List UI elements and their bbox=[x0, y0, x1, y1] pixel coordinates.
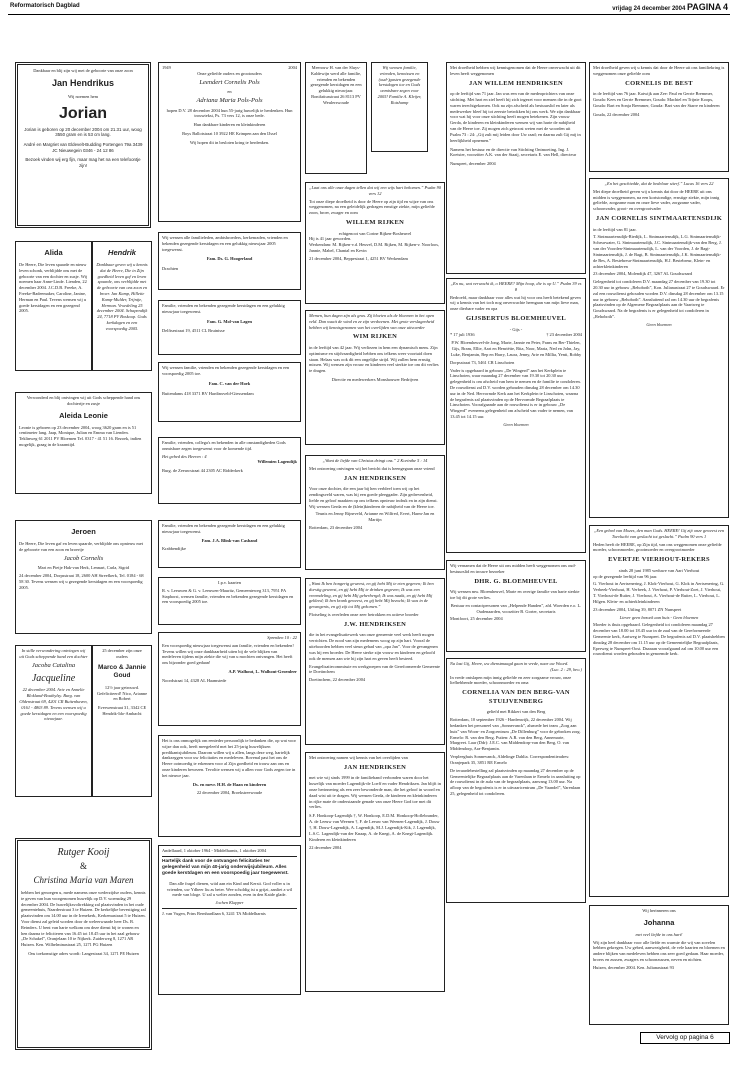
ad-obituary-jan-cornelis-sintmaartensdijk: „En het geschiedde, dat de bedelaar stierf.” Lucas 16 vers 22 Met diepe droefheid geven wij u kennis dat door de HEERE uit ons midden is weggenomen, na een kortstondige, ernstige ziekte, mijn innig geliefde, zorgzame man en onze lieve vader, zorgzame vader, schoonvader, groot- en overgrootvader JAN CORNELIS SINTMAARTENSDIJK in de leeftijd van 81 jaar. T. Sintmaartensdijk-Riedijk, L. Sintmaartensdijk, L.G. Sintmaartensdijk-Scheurwater, G. Sintmaartensdijk, J.C. Sintmaartensdijk-van den Berg, J. van der Voorden-Sintmaartensdijk, L. van der Voorden, J. de Bagt-Sintmaartensdijk, J. de Bagt, B. Sintmaartensdijk, J.K. Sintmaartensdijk-de Bes, A. Bestebreur-Sintmaartensdijk, H.J. Bestebreur, Klein- en achterkleinkinderen 23 december 2004, Molendijk 47, 3267 AL Goudswaard Gelegenheid tot condoleren D.V. maandag 27 december van 19.30 tot 20.30 uur in gebouw „Rehoboth”, Kon. Julianastraat 27 te Goudswaard. Er zal een rouwdienst gehouden worden D.V. dinsdag 28 december om 13.15 uur in gebouw „Rehoboth”. Aansluitend zal om 14.30 uur de begrafenis plaatsvinden op de Algemene Begraafplaats aan de Vaartweg te Goudswaard. Na de begrafenis is er gelegenheid tot condoleren in „Rehoboth”. Geen bloemen bbox=[589, 178, 729, 518]
ad-obituary-cornelia-van-den-berg: Na last Gij, Heere, uw dienstmaagd gaan in vrede, naar uw Woord. (Luc. 2 : 29, beo.) In vrede ontslapen mijn innig geliefde en zeer zorgzame vrouw, onze liefhebbende moeder, schoonmoeder en oma CORNELIA VAN DEN BERG-VAN STUIJVENBERG geliefd met Rikkert van den Berg Rotterdam, 10 september 1926 - Hardenwijk, 22 december 2004. Wij bedanken het personeel van „Sonnevanck”, alsmede het team „Zorg aan huis” van Woon- en Zorgcentrum „De Dillenburg” voor de gebroken zorg. Ermelo: R. van den Berg. Putten: A.R. van den Berg, Annemarie, Margreet. Laar (Ddr): J.E.C. van Middendorp-van den Berg, O. van Middendorp, Ara-Benjamin. Verpleeghuis Sonnevanck, Aldelinge Dahlia. Correspondentieadres: Oranjepark 35, 3851 RE Ermelo De teraardebestelling zal plaatsvinden op maandag 27 december op de Gemeentelijke Begraafplaats aan de Varenlaan te Ermelo in aansluiting op de rouwdienst in de aula van de begraafplaats, aanvang 13.00 uur. Na afloop van de begrafenis is er in uitvaartcentrum „De Vaandel”, Varenlaan 25, gelegenheid tot condoleren. bbox=[446, 658, 586, 903]
ad-anniversary-goud: 25 december zijn onze ouders Marco & Jannie Goud 12½ jaar getrouwd. Gefeliciteerd! Nico, Arianne en Robert Everwenstraat 31, 3342 CE Hendrik-Ido-Ambacht bbox=[92, 645, 152, 797]
ad-obituary-jw-hendriksen-doetinchem: „Want Ik ben hongerig geweest, en gij hebt Mij te eten gegeven; Ik ben dorstig geweest, en gij hebt Mij te drinken gegeven; Ik was een vreemdeling, en gij hebt Mij geherbergd; Ik was naakt, en gij hebt Mij gekleed; Ik ben krank geweest, en gij hebt Mij bezocht; Ik was in de gevangenis, en gij zijt tot Mij gekomen.” Plotseling is overleden onze zeer betrokken en actieve broeder J.W. HENDRIKSEN die in het evangelisatiewerk van onze gemeente veel werk heeft mogen verrichten. De nood van zijn medemens woog op zijn hart. Vooral de uiteboorden hebben veel steun gehad van „opa Jan”. Voor de gevangenen was hij een broeder. De Heere sterke zijn vrouw en kinderen en geloofd ook de mensen aan wie hij zijn hart en geven heeft besteed. Evangelisatiecommissie en werkgroepen van de Gereformeerde Gemeente te Doetinchem Doetinchem, 22 december 2004 bbox=[305, 578, 445, 745]
ad-birth-jorian: Dankbaar en blij zijn wij met de geboorte van onze zoon Jan Hendrikus Wij noemen hem Jorian Jorian is geboren op 20 december 2004 om 21.31 uur, woog 3550 gram en is 53 cm lang. André en Margriet van Eldevelt-Budding Portengen 79a 3439 JC Nieuwegein 0346 - 24 12 86 Bezoek vinden wij erg fijn, maar mag het na een telefoontje zijn! bbox=[15, 62, 151, 228]
ad-thanks-walhout: Sprenken 10 : 22 Een voorspoedig nieuwjaar toegewenst aan familie, vrienden en bekenden! Tevens willen wij onze dankbaarheid uiten bij de vele blijken van medeleven tijdens mijn ziekte die wij van u mochten ontvangen. Het heeft ons bijzonder goed gedaan! A.P. Walhout, L. Walhout-Groenleer Noordstraat 14, 4328 AL Haamstede bbox=[158, 632, 301, 726]
ad-obituary-cornelis-de-best: Met droefheid geven wij u kennis dat door de Heere uit ons familiekring is weggenomen onze geliefde oom CORNELIS DE BEST in de leeftijd van 76 jaar. Katwijk aan Zee: Paul en Gerrie Bremmer, Gouda: Kees en Gerrie Bremmer, Gouda: Machiel en Trijnie Koops, Gouda: Bart en Sonja Bremmer, Gouda: Bart van der Starre en kinderen Gouda, 22 december 2004 bbox=[589, 62, 729, 172]
newspaper-name: Reformatorisch Dagblad bbox=[10, 3, 80, 9]
ad-jubilee-pols: 1949 2004 Onze geliefde ouders en grootouders Leendert Cornelis Pols en Adriana Maria Pols-Pols hopen D.V. 28 december 2004 hun 55-jarig huwelijk te herdenken. Hun trouwtekst, Ps. 73 vers 12, is onze bede. Hun dankbare kinderen en kleinkinderen Boys Ballotstraat 10 3922 HE Krimpen aan den IJssel Wij hopen dit in besloten kring te herdenken. bbox=[158, 62, 301, 222]
page-date: vrijdag 24 december 2004 PAGINA 4 bbox=[612, 2, 728, 12]
header-rule bbox=[8, 14, 730, 15]
ad-obituary-wim-rijken: Memen, hun dagen zijn als gras. Zij bloeien als de bloemen in het open veld. Dan waait de wind en ze zijn verdwenen. Met grote verslagenheid hebben wij kennisgenomen van het overlijden van onze uitvoerder WIM RIJKEN in de leeftijd van 42 jaar. Wij verliezen in hem een dynamisch mens. Zijn optimisme en stijdvaardigheid hebben ons telkens weer voortuid doen staan. Helaas was ook dit een ongelijke strijd. Wij zullen hem ernstig missen. Wij wensen zijn vrouw en kinderen veel sterkte toe om dit verlies te dragen. Directie en medewerkers Monshouwer Bedrijven bbox=[305, 310, 445, 445]
ad-birth-aleida-leonie: Verwonderd en blij ontvingen wij uit Gods scheppende hand ons dochtertje en zusje Aleida Leonie Leonie is geboren op 23 december 2004, woog 3620 gram en is 51 centimeter lang. Jaap, Monique, Julian en Emma van Lienden. Teklinweg 61 2011 PV Bloemen Tel. 0317 - 41 51 16. Bezoek, indien mogelijk, graag in de kraamtijd. bbox=[15, 392, 152, 494]
ad-greeting-van-leeuwen: I.p.v. kaarten R. v. Leeuwen & G. v. Leeuwen-Mauritz, Gemeenteweg 313, 7951 PA Staphorst, wensen familie, vrienden en bekenden gezegende kerstdagen en een voorspoedig 2005 toe. bbox=[158, 577, 301, 625]
ad-obituary-jan-hendriksen-lagendijk: Met ontroering namen wij kennis van het overlijden van JAN HENDRIKSEN met wie wij sinds 1999 in de familieband verbonden waren door het huwelijk van moeder Lagendijk-de Loeff en vader Hendriksen. Jan blijft in onze herinnering als een zeer bewonderde man, die het geloof in woord en daad wist uit te dragen. Wij wensen Gerda, de kinderen en kleinkinderen in rijke mate de onderstaande genade van onze Heere God toe met dit verlies. S.F. Honkoop-Lagendijk †, W. Honkoop, E.D.M. Honkoop-Hoflebrander, A. de Leeuw van Weenen †, F. de Leeuw van Weenen-Lagendijk, J. Douw †, H. Douw-Lagendijk, A. Lagendijk, M.J. Lagendijk-Kik, J. Lagendijk, L.S.C. Lagendijk-van der Knaap, A. de Knegt, A. de Knegt-Lagendijk. Kinderen en kleinkinderen 22 december 2004 bbox=[305, 752, 445, 992]
ad-obituary-willem-rijken: „Laat ons alle onze dagen tellen dat wij een wijs hart bekomen.” Psalm 90 vers 12 Tot onze diepe droefheid is door de Heere op zijn tijd en wijze van ons weggenomen, na een geleidelijk gedragen ernstige ziekte, mijn geliefde zoon, broer, zwager en oom WILLEM RIJKEN echtgenoot van Corine Rijken-Bosheuvel Hij is 41 jaar geworden. Werkendam: M. Rijken-v.d. Heuvel, D.M. Rijken, M. Rijken-v. Noorloos, Jannie, Mabel, Chantal en Kevin 21 december 2004, Beppestraat 1, 4251 BV Werkendam bbox=[305, 182, 445, 304]
ad-obituary-jan-hendriksen-rijneveld: „Want de liefde van Christus dringt ons.” 2 Korinthe 5 : 14 Met ontroering ontvingen wij het bericht dat is heengegaan onze vriend JAN HENDRIKSEN Voor onze dochter, die een jaar bij hen verbleef toen wij op het zendingsveld waren, was hij een goede pleeggader. Zijn gedrevenheid, liefde en geloof maakten op ons telkens opnieuw indruk en in zijn dienst. Wij wensen Gerda en de (klein)kinderen de nabijheid van de Heere toe. Teunis en Jenny Rijneveld, Arianne en Wilfred, Evert, Harm-Jan en Martijn Rotterdam, 23 december 2004 bbox=[305, 455, 445, 570]
ad-jubilee-thanks-van-vugen: Andellaard, 1 oktober 1964 - Middelharnis, 1 oktober 2004 Hartelijk dank voor de ontvangen felicitaties ter gelegenheid van mijn 40-jarig onderwijsjubileum. Alles goede kerstdagen en een voorspoedig jaar toegewenst. Dan alle fragel dienen, wiid aan ein Kind and Kersti. God voller u in vrienden, uw Ydheer liu as beter. Wee scholdig ist u grijzi, aanliet a wil mede van bloge. U zal u welter zonden, even in den Kaide glade. Jochen Klapper J. van Vugen, Prins Bernhardlaan 6, 3241 TA Middelharnis bbox=[158, 845, 301, 995]
ad-birth-alida: Alida De Heere, Die leven spaarde en nieuw leven schonk, verblijdde ons met de geboorte van een dochter en zusje. Wij noemen haar Anne-Linde. Lienden, 22 december 2004. J.C.D.B. Freeke, A. Freeke-Badeemaker, Caroline, Janine, Herman en Paul. Tevens wensen wij u goede kerstdagen en een gezegend 2005. bbox=[15, 241, 92, 371]
ad-greeting-mol: Familie, vrienden en bekenden gezegende kerstdagen en een gelukkig nieuwjaar toegewenst. Fam. G. Mol-van Lagen Delftsestraat 19, 4511 CL Bruinisse bbox=[158, 300, 301, 355]
ad-birth-jacqueline: In stille verwondering ontvingen wij uit Gods scheppende hand een dochter Jacoba Catalina Jacqueline 22 december 2004. Arie en Annelie Blokland-Bouthylsy. Burg. van Oldenstraat 69, 4201 CR Buitenhaven, 0161 - 4803 89. Tevens wensen wij u goede kerstdagen en een voorspoedig nieuwjaar. bbox=[15, 645, 92, 797]
continued-on-page-6: Vervolg op pagina 6 bbox=[640, 1032, 730, 1044]
ad-birth-jeroen: Jeroen De Heere, Die leven gaf en leven spaarde, verblijdde ons opnieuw met de geboorte van een zoon en broertje Jacob Cornelis Mari en Pietje Hak-van Herk, Lennart, Carla, Sigrid 24 december 2004, Dorpsstraat 18, 2600 AH Streefkerk, Tel. 0184 - 68 58 30. Tevens wensen wij u gezegende kerstdagen en een voorspoedig 2005. bbox=[15, 520, 152, 634]
ad-memorial-johanna: Wij herinneren ons Johanna met veel liefde in ons hart! Wij zijn heel dankbaar voor alle liefde en warmte die wij van zovelen hebben gekregen. Uw gebed, aanwezigheid, de vele kaarten en bloemen en andere blijken van medeleven hebben ons zeer goed gedaan. Haar moeder, broers en zussen, zwagers en schoonzussen, neven en nichten. Huizen, december 2004. Ken. Julianastraat 93 bbox=[589, 905, 729, 1025]
ad-thanks-de-haan: Het is ons onmogelijk om eenieder persoonlijk te bedanken die, op wat voor wijze dan ook, heeft meegeleefd met het 25-jarig huwelijksen predikantsjubileum. Daarom willen wij u allen, langs deze weg, hartelijk dankzeggen voor uw felicitaties en medeleven. Bovenal past het ons de Heere ootmoedig te erkennen voor al Zijn goedheid en trouw aan ons en onze kinderen bewezen. Tevoltte wensen wij u allen voor Gods zegen toe in het nieuwe jaar. Ds. en mevr. H.H. de Haan en kinderen 22 december 2004, Broekstreewoude bbox=[158, 735, 301, 837]
ad-birth-hendrik: Hendrik Dankbaar geven wij u kennis dat de Heere, Die in Zijn goedheid leven gaf en leven spaarde, ons verblijdde met de geboorte van ons zoon en broer. Jan Kamp, Hilletie Kamp-Mulder, Trijntje, Herman. Vroedeling 25 december 2004. Schapendijk 24, 7718 PV Boskoop. Gods kerkdagen en een voorspoedig 2005. bbox=[92, 241, 152, 371]
ad-obituary-gijsbertus-bloemheuvel: „En nu, wat verwacht ik, o HEERE? Mijn hoop, die is op U.” Psalm 39 vs 8 Bedroefd, maar dankbaar voor alles wat hij voor ons heeft betekend geven wij u kennis van het toch nog onverwachte heengaan van mijn lieve man, onze dierbare vader en opa GIJSBERTUS BLOEMHEUVEL - Gijs - * 17 juli 1936 † 23 december 2004 P.W. Bloemheuvel-de Jong, Marie, Jannie en Peter, Frans en Ber-Thielen, Gijs, Bram, Ellie, Aart en Henriëtte, Rita, Noor, Maria, Ned en John, Jay, Luke, Benjamin, Bep en Harry, Laura, Jenny, Arie en Millia, Yenti, Robby Dorpsstraat 73, 5461 CR Linschoten Vader is opgebaard in gebouw „De Wingerd” aan het Kerkplein te Linschoten, waar maandag 27 december van 19.30 tot 20.30 uur gelegenheid is om afscheid van hem te nemen en de familie te condoleren. De rouwdienst zal D.V. worden gehouden dinsdag 28 december om 14.30 uur in de Ned. Hervormde Kerk aan het Kerkplein te Linschoten, waarna de begrafenis zal plaatsvinden op de Hervormde Begraafplaats te Linschoten. Voorafgaande aan de rouwdienst is er in gebouw „De Wingerd” eveneens gelegenheid om afscheid van vader te nemen, van 13.45 tot 14.15 uur. Geen bloemen bbox=[446, 278, 586, 553]
ad-greeting-lagendijk: Familie, vrienden, collega's en bekenden in alle omstandigheden Gods onmisbare zegen toegewenst voor de komende tijd. Het gebed des Heeren : 4 Willemien Lagendijk Burg. de Zeeuwstraat 44 2305 AC Ridderkerk bbox=[158, 437, 301, 504]
ad-marriage-kooij-van-maren: Rutger Kooij & Christina Maria van Maren hebben het genoegen u, mede namens onze wederzijdse ouders, kennis te geven van hun voorgenomen huwelijk op D.V. woensdag 29 december 2004. De huwelijksvoltrekking zal plaatsvinden in het oude gemeentehuis, Naarderstraat 3 te Huizen. De kerkelijke bevestiging zal plaatsvinden om 14.00 uur in de Irenekerk, Kerkemastraat 5 te Huizen. Voor dienst zal geleid worden door de weleerwaarde heer Ds. B. Reinders. U bent van harte welkom om deze dienst bij te wonen en hen daarna te feliciteren van 16.45 tot 18.45 uur in het zaal gebouw „De Schakel”, Oranjelaan 10 te Nijkerk. Zuiderweg 8, 1271 AR Huizen. Ken. Wilhelminastraat 25, 1271 PG Huizen Ons toekomstige adres wordt: Langestraat 34, 1271 PE Huizen bbox=[15, 838, 152, 1050]
ad-greeting-kleijer: Wij wensen familie, vrienden, kennissen en (oud-)gasten gezegende kerstdagen toe en Gods onmisbare zegen voor 2005! Familie A. Kleijer, Rotshamp bbox=[371, 62, 428, 152]
page-header bbox=[0, 0, 738, 14]
ad-greeting-van-der-hoek: Wij wensen familie, vrienden en bekenden gezegende kerstdagen en een voorspoedig 2005 toe. Fam. C. van der Hoek Buitendams 418 3371 BV Hardinxveld-Giessendam bbox=[158, 362, 301, 422]
ad-obituary-jan-willem-hendriksen-stichting: Met droefheid hebben wij kennisgenomen dat de Heere onverwacht uit dit leven heeft weggenomen JAN WILLEM HENDRIKSEN op de leeftijd van 71 jaar. Jan was een van de medeoprichters van onze stichting. Met hart en ziel heeft hij zich ingezet voor mensen die in de goot waren terechtgekomen. Ook na zijn afscheid als bestuurslid en later als medewerker bleef hij tot zeerste betrokken bij ons werk. We zijn dankbaar voor wat hij voor onze stichting heeft mogen betekenen. Zijn vrouw Gerda, de kinderen en kleinkinderen wensen wij van harte de nabijheid van de Heere toe. Zij mogen zich getroost weten met de woorden uit Psalm 73 : 24: „Gij zult mij leiden door Uw raad; en daarna zult Gij mij in heerlijkheid opnemen.” Namens het bestuur en de directie van Stichting Ontmoeting, Ing. J. Koetsier, voorzitter A.K. van der Staaij, secretaris E. van Hell, directeur Nunspeet, december 2004 bbox=[446, 62, 586, 274]
ad-greeting-van-der-sluys: Meerouw H. van der Sluys-Kaldewijn werd alle familie, vrienden en bekenden gezegende kerstdagen en een gelukkig nieuwjaar. Bonifatiusstraat 26 8113 PV Weulerswoude bbox=[305, 62, 367, 174]
ad-greeting-hoogerland: Wij wensen alle familieleden, ambtsbroeders, kerkenraden, vrienden en bekenden gezegende kerstdagen en een gelukkig nieuwjaar 2005 toegewenst. Fam. Ds. G. Hoogerland Drachten bbox=[158, 232, 301, 290]
ad-obituary-evertje-vierhout-rekers: „Een gebed van Mozes, den man Gods. HEERE! Gij zijt onze geweest een Toevlucht van geslacht tot geslacht.” Psalm 90 vers 1 Heden heeft de HEERE, op Zijn tijd, van ons weggenomen onze geliefde moeder, schoonmoeder, grootmoeder en overgrootmoeder EVERTJE VIERHOUT-REKERS sinds 28 juni 1985 weduwe van Aart Vierhout op de gezegende leeftijd van 96 jaar. G. Vierhout in Aertsenering, J. Klok-Vierhout, G. Klok in Aertsenering, G. Verbeek-Vierhout, H. Verbeek, J. Vierhout, P. Vierhout-Zoet, J. Vierhout, T. Vierhout-de Ruiter, J. Vierhout, A. Vierhout-de Ruiter, L. Vierhout, L. Hilgen. Klein- en achterkleinkinderen 23 december 2004, Uitling 39, 8071 ZN Nunspeet Liever geen bezoek aan huis - Geen bloemen Moeder is thuis opgebaard. Gelegenheid tot condoleren maandag 27 december van 18.00 tot 18.45 uur in de zaal van de Gereformeerde Gemeente kerk, Aartweg te Nunspeet. De begrafenis zal D.V. plaatshebben dinsdag 28 december om 11.15 uur op de Gemeentelijke Begraafplaats, Eperweg te Nunspeet-Oost. Daaraan voorafgaand zal om 10.00 uur een rouwdienst worden gehouden in genoemde kerk. bbox=[589, 525, 729, 897]
ad-greeting-blink: Familie, vrienden en bekenden gezegende kerstdagen en een gelukkig nieuwjaar toegewenst. Fam. J.A. Blink-van Casband Krabbendijke bbox=[158, 520, 301, 568]
ad-condolence-bloemheuvel-helpende-handen: Wij vernamen dat de Heere uit ons midden heeft weggenomen ons oud-bestuurslid en trouwe bezoeker DHR. G. BLOEMHEUVEL Wij wensen mw. Bloemheuvel, Marie en overige familie van harte sterkte toe bij dit grote verlies. Bestuur en contactpersonen van „Helpende Handen”, afd. Woerden e.o. L. Oudenaarden, voorzitter B. Gorter, secretaris Montfoort, 25 december 2004 bbox=[446, 560, 586, 652]
